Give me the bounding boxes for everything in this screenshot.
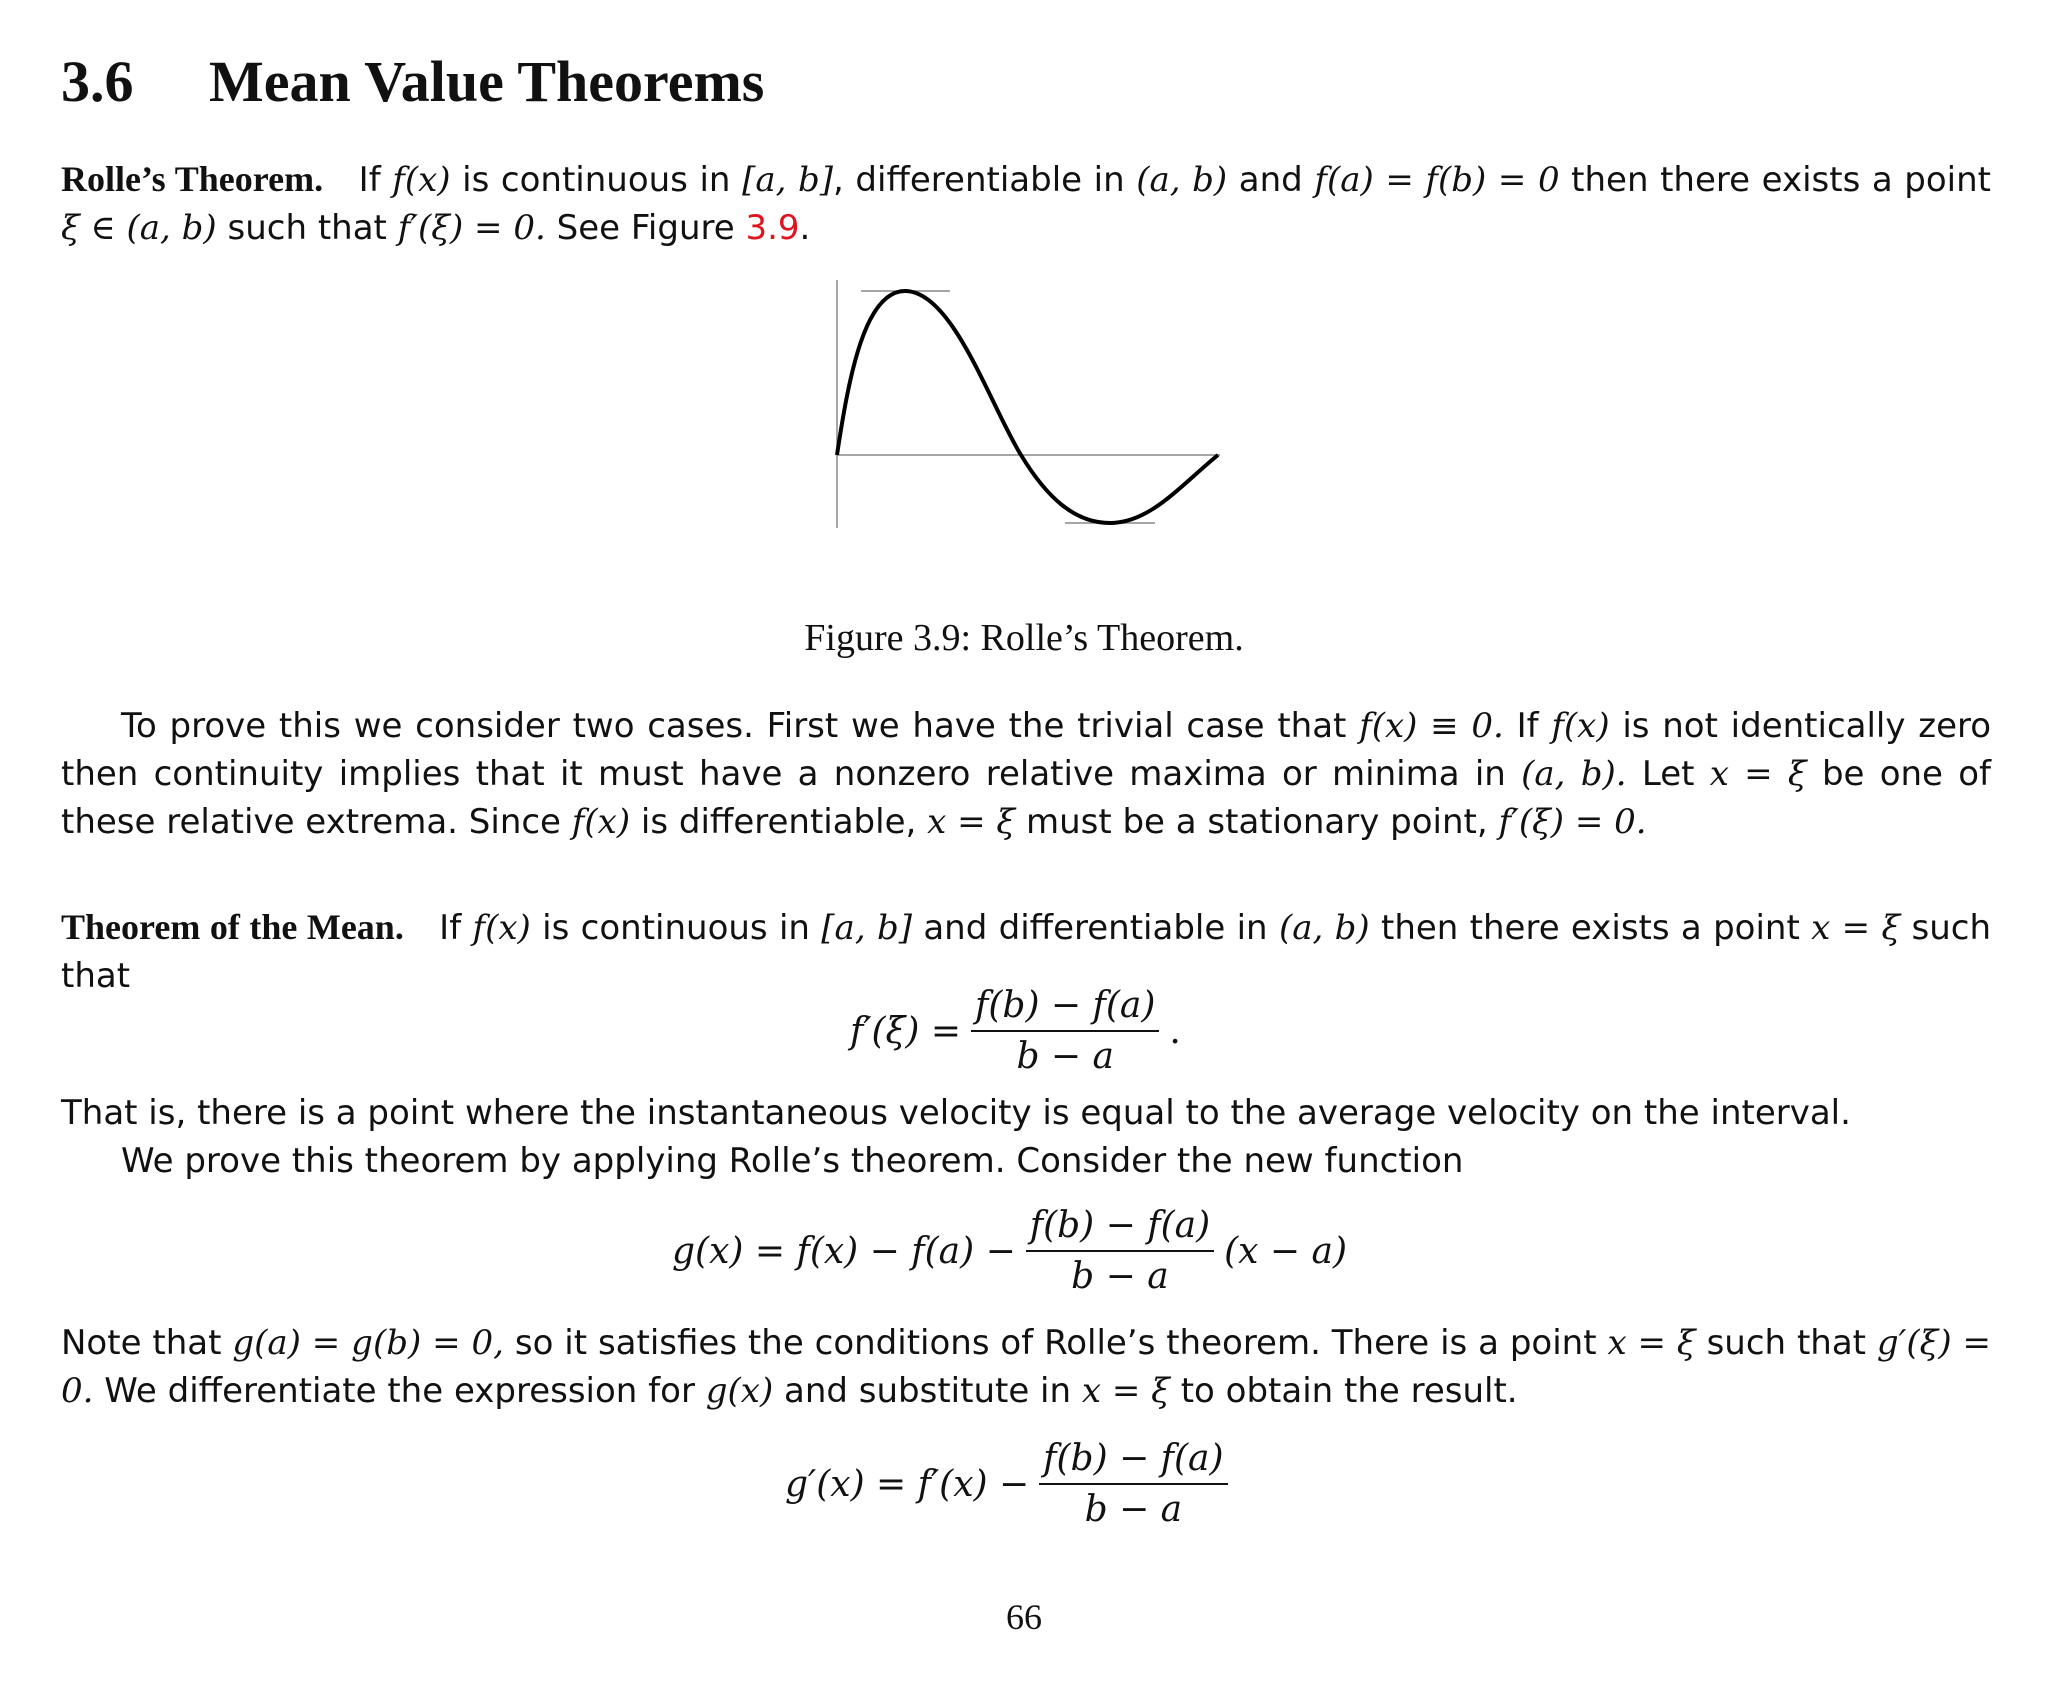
math: x = ξ: [1709, 754, 1807, 794]
math: ξ ∈ (a, b): [61, 208, 217, 248]
math: x = ξ: [927, 802, 1016, 842]
rolle-theorem-figure: [835, 280, 1235, 540]
text: then there exists a point: [1571, 160, 1992, 200]
rolle-theorem-statement: [61, 155, 1991, 252]
fraction-numerator: f(b) − f(a): [971, 985, 1159, 1032]
math: f(x): [571, 802, 631, 842]
mean-proof-paragraph: We prove this theorem by applying Rolle’s theorem. Consider the new function: [121, 1141, 1464, 1181]
text: is not identically zero then continuity implies that it must have a nonzero relative maxima or minima in: [61, 706, 1992, 794]
section-number: 3.6: [61, 49, 134, 114]
equation-lhs: g(x) = f(x) − f(a) −: [672, 1230, 1016, 1272]
math: [a, b]: [821, 908, 912, 948]
figure-reference-link[interactable]: 3.9: [745, 208, 800, 248]
figure-caption: Figure 3.9: Rolle’s Theorem.: [804, 617, 1244, 659]
math: x = ξ: [1607, 1323, 1696, 1363]
fraction-numerator: f(b) − f(a): [1026, 1205, 1214, 1252]
math: g′(ξ) = 0.: [61, 1323, 1992, 1411]
velocity-interpretation: That is, there is a point where the instantaneous velocity is equal to the average velocity on the interval.: [61, 1093, 1851, 1133]
math: (a, b): [1278, 908, 1370, 948]
math: x = ξ: [1811, 908, 1901, 948]
note-paragraph: [61, 1319, 1991, 1415]
fraction-denominator: b − a: [1084, 1489, 1183, 1530]
text: so it satisfies the conditions of Rolle’s theorem. There is a point: [514, 1323, 1597, 1363]
math: f(a) = f(b) = 0: [1314, 160, 1560, 200]
text: is differentiable,: [640, 802, 917, 842]
math: f(x) ≡ 0.: [1359, 706, 1504, 746]
equation-fraction: [971, 985, 1159, 1077]
text: is continuous in: [462, 160, 731, 200]
math: f′(ξ) = 0.: [397, 208, 546, 248]
rolle-proof-paragraph: [61, 702, 1991, 846]
text: and: [1238, 160, 1303, 200]
figure-curve: [837, 291, 1218, 523]
text: such that: [227, 208, 387, 248]
text: Let: [1641, 754, 1695, 794]
equation-period: .: [1169, 1010, 1181, 1052]
text: must be a stationary point,: [1025, 802, 1488, 842]
text: If: [1516, 706, 1539, 746]
equation-lhs: f′(ξ) =: [850, 1010, 962, 1052]
text: such that: [61, 908, 1992, 996]
text: then there exists a point: [1380, 908, 1800, 948]
section-heading: [61, 48, 764, 115]
rolle-theorem-heading: Rolle’s Theorem.: [61, 159, 324, 199]
fraction-numerator: f(b) − f(a): [1039, 1438, 1227, 1485]
text: to obtain the result.: [1180, 1371, 1518, 1411]
equation-g-derivative: [785, 1438, 1238, 1530]
text: See Figure: [556, 208, 735, 248]
equation-lhs: g′(x) = f′(x) −: [785, 1463, 1030, 1505]
text: To prove this we consider two cases. First we have the trivial case that: [121, 706, 1347, 746]
text: and substitute in: [784, 1371, 1072, 1411]
text: We differentiate the expression for: [104, 1371, 695, 1411]
equation-tail: (x − a): [1224, 1230, 1348, 1272]
math: f(x): [1551, 706, 1610, 746]
fraction-denominator: b − a: [1016, 1036, 1114, 1077]
equation-g-definition: [672, 1205, 1347, 1297]
text: If: [358, 160, 381, 200]
math: x = ξ: [1081, 1371, 1170, 1411]
equation-fraction: [1039, 1438, 1227, 1530]
equation-mean-value: [850, 985, 1181, 1077]
math: [a, b]: [742, 160, 834, 200]
math: g(a) = g(b) = 0,: [232, 1323, 504, 1363]
math: f(x): [392, 160, 451, 200]
fraction-denominator: b − a: [1071, 1256, 1169, 1297]
text: is continuous in: [542, 908, 810, 948]
text: be one of these relative extrema. Since: [61, 754, 1992, 842]
text: Note that: [61, 1323, 222, 1363]
text: , differentiable in: [833, 160, 1125, 200]
section-title: Mean Value Theorems: [209, 49, 765, 114]
equation-fraction: [1026, 1205, 1214, 1297]
math: (a, b).: [1521, 754, 1627, 794]
math: (a, b): [1136, 160, 1228, 200]
math: g(x): [705, 1371, 774, 1411]
text: .: [799, 208, 811, 248]
page-number: 66: [1006, 1597, 1042, 1637]
text: and differentiable in: [923, 908, 1268, 948]
math: f(x): [472, 908, 531, 948]
text: such that: [1706, 1323, 1867, 1363]
mean-theorem-heading: Theorem of the Mean.: [61, 907, 404, 947]
math: f′(ξ) = 0.: [1498, 802, 1647, 842]
text: If: [439, 908, 462, 948]
